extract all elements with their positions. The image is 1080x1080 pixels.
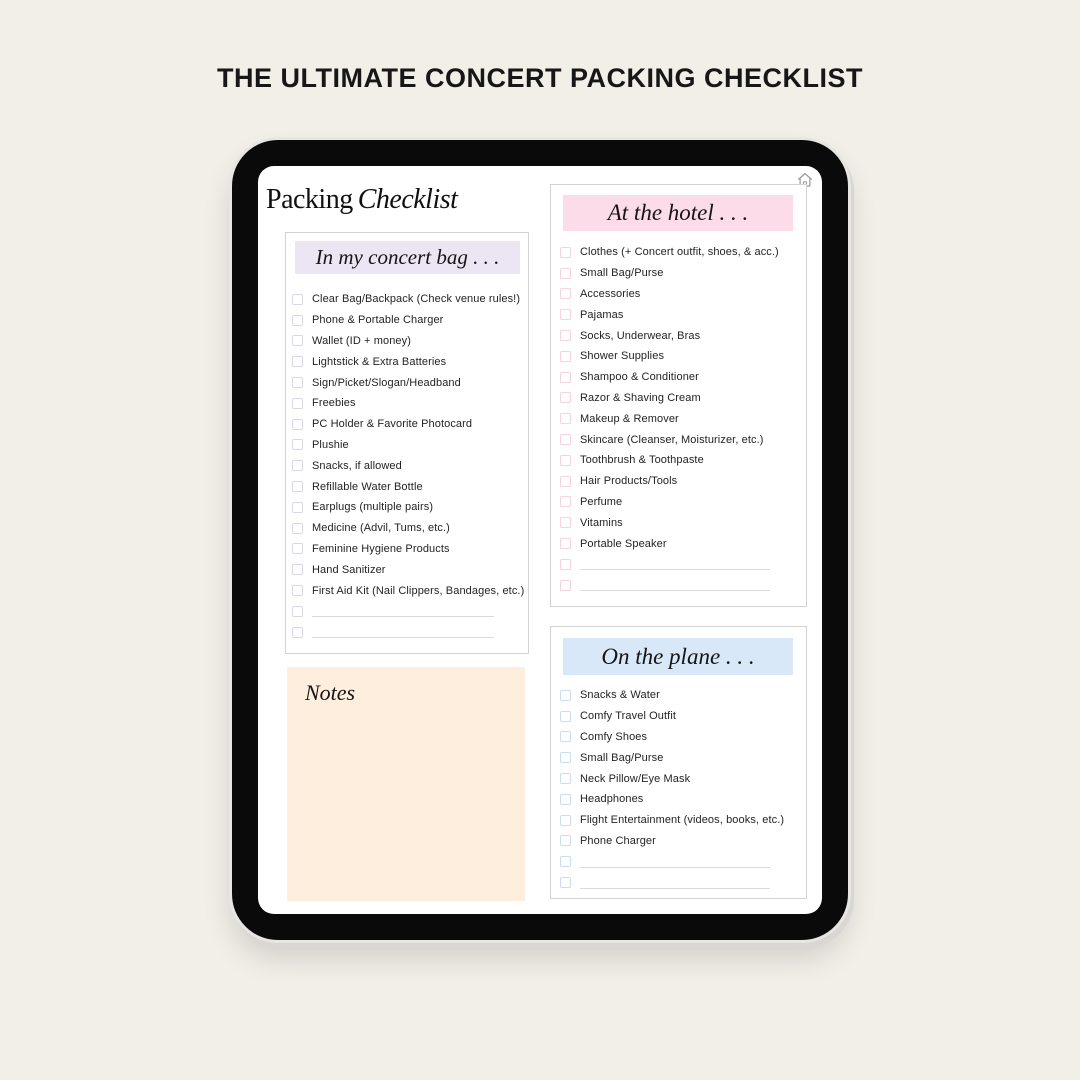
checklist-item [292, 393, 520, 414]
checklist-item-label: Shower Supplies [580, 350, 665, 363]
checklist-item-label: Snacks, if allowed [312, 459, 402, 472]
checkbox[interactable] [560, 711, 571, 722]
checklist-item [292, 601, 520, 622]
checklist-item [560, 533, 796, 554]
checkbox[interactable] [292, 481, 303, 492]
checklist-item-label: Comfy Shoes [580, 730, 648, 743]
checklist-item-label: Small Bag/Purse [580, 751, 664, 764]
checklist-item-label: Pajamas [580, 308, 624, 321]
section-plane [550, 626, 807, 899]
checkbox[interactable] [560, 517, 571, 528]
checkbox[interactable] [560, 413, 571, 424]
checklist-item-label: Wallet (ID + money) [312, 334, 411, 347]
checkbox[interactable] [292, 315, 303, 326]
checklist-item [560, 242, 796, 263]
concert-bag-list [286, 289, 528, 643]
checkbox[interactable] [560, 752, 571, 763]
checklist-item [560, 872, 796, 893]
checkbox[interactable] [560, 392, 571, 403]
checkbox[interactable] [292, 585, 303, 596]
checklist-item-label: Skincare (Cleanser, Moisturizer, etc.) [580, 433, 764, 446]
checklist-item-label: Flight Entertainment (videos, books, etc.) [580, 814, 785, 827]
checklist-item [292, 351, 520, 372]
checkbox[interactable] [292, 398, 303, 409]
checklist-item [560, 263, 796, 284]
checklist-item [292, 622, 520, 643]
checklist-item [560, 789, 796, 810]
checkbox[interactable] [292, 564, 303, 575]
checkbox[interactable] [292, 377, 303, 388]
section-notes[interactable] [287, 667, 525, 901]
checklist-item [560, 727, 796, 748]
checklist-item [292, 310, 520, 331]
checkbox[interactable] [292, 502, 303, 513]
checklist-item [292, 331, 520, 352]
checklist-item-label [580, 558, 770, 570]
checklist-item [560, 831, 796, 852]
checkbox[interactable] [560, 856, 571, 867]
hotel-list [551, 242, 806, 596]
checklist-item-label: Socks, Underwear, Bras [580, 329, 701, 342]
checklist-item [560, 747, 796, 768]
checklist-item-label: Razor & Shaving Cream [580, 391, 701, 404]
checklist-item-label: Vitamins [580, 516, 623, 529]
checklist-item-label: Makeup & Remover [580, 412, 679, 425]
checklist-item-label: Neck Pillow/Eye Mask [580, 772, 691, 785]
checklist-item-label: Headphones [580, 793, 644, 806]
checklist-item [560, 554, 796, 575]
checkbox[interactable] [560, 559, 571, 570]
checkbox[interactable] [560, 731, 571, 742]
checkbox[interactable] [292, 606, 303, 617]
checklist-item-label [312, 626, 494, 638]
checkbox[interactable] [292, 543, 303, 554]
checklist-item-label: Earplugs (multiple pairs) [312, 501, 434, 514]
page-title [266, 184, 457, 216]
checkbox[interactable] [560, 330, 571, 341]
checkbox[interactable] [292, 627, 303, 638]
checklist-item [560, 284, 796, 305]
checklist-item-label: Hand Sanitizer [312, 563, 386, 576]
checkbox[interactable] [560, 794, 571, 805]
checklist-item [292, 435, 520, 456]
checkbox[interactable] [560, 496, 571, 507]
checklist-item [560, 492, 796, 513]
checkbox[interactable] [292, 460, 303, 471]
checklist-item-label: Sign/Picket/Slogan/Headband [312, 376, 461, 389]
checklist-item [560, 706, 796, 727]
checklist-item-label: Clothes (+ Concert outfit, shoes, & acc.) [580, 246, 779, 259]
checklist-item [292, 518, 520, 539]
plane-list [551, 685, 806, 893]
checklist-item-label [580, 877, 770, 889]
checkbox[interactable] [560, 309, 571, 320]
checkbox[interactable] [560, 815, 571, 826]
checklist-item-label: Freebies [312, 397, 356, 410]
checklist-item [560, 408, 796, 429]
checkbox[interactable] [560, 835, 571, 846]
checkbox[interactable] [560, 247, 571, 258]
checklist-item-label: Small Bag/Purse [580, 267, 664, 280]
page-title-accent: Checklist [357, 184, 458, 215]
checklist-item-label: Comfy Travel Outfit [580, 710, 677, 723]
section-concert-bag-title: In my concert bag . . . [295, 241, 520, 274]
checklist-item [560, 851, 796, 872]
section-concert-bag [285, 232, 529, 654]
checklist-item [560, 325, 796, 346]
checklist-item-label: Medicine (Advil, Tums, etc.) [312, 522, 450, 535]
checklist-item [560, 512, 796, 533]
checklist-item [560, 346, 796, 367]
checklist-item-label [580, 579, 770, 591]
checklist-item-label: Perfume [580, 495, 623, 508]
checkbox[interactable] [560, 476, 571, 487]
checklist-item [292, 539, 520, 560]
checklist-item [292, 476, 520, 497]
checklist-item-label: Phone Charger [580, 834, 656, 847]
checkbox[interactable] [560, 773, 571, 784]
checklist-item-label: Shampoo & Conditioner [580, 371, 699, 384]
checkbox[interactable] [560, 434, 571, 445]
checklist-item-label: Toothbrush & Toothpaste [580, 454, 704, 467]
checklist-item-label: Refillable Water Bottle [312, 480, 423, 493]
checklist-item-label: Phone & Portable Charger [312, 314, 444, 327]
checklist-item-label [580, 856, 770, 868]
checkbox[interactable] [292, 439, 303, 450]
page-title-main: Packing [266, 184, 353, 215]
checkbox[interactable] [560, 268, 571, 279]
notes-title: Notes [305, 680, 356, 705]
checklist-item [560, 450, 796, 471]
checklist-item [292, 580, 525, 601]
checkbox[interactable] [560, 877, 571, 888]
checklist-item [292, 372, 520, 393]
section-hotel [550, 184, 807, 607]
tablet-screen [258, 166, 822, 914]
checklist-item [560, 429, 796, 450]
checklist-item-label: Accessories [580, 287, 641, 300]
tablet-frame [232, 140, 848, 940]
checkbox[interactable] [292, 523, 303, 534]
checklist-item [292, 497, 520, 518]
checkbox[interactable] [292, 294, 303, 305]
checklist-item [292, 414, 520, 435]
checklist-item [292, 559, 520, 580]
checklist-item [560, 471, 796, 492]
checklist-item [560, 304, 796, 325]
checklist-item-label: Lightstick & Extra Batteries [312, 355, 447, 368]
checklist-item-label: Plushie [312, 438, 349, 451]
checklist-item-label: Feminine Hygiene Products [312, 542, 450, 555]
checklist-item-label: PC Holder & Favorite Photocard [312, 418, 473, 431]
checklist-item-label [312, 605, 494, 617]
checklist-item-label: Snacks & Water [580, 689, 660, 702]
checkbox[interactable] [560, 351, 571, 362]
checklist-item [560, 575, 796, 596]
section-hotel-title: At the hotel . . . [563, 195, 793, 231]
checkbox[interactable] [560, 538, 571, 549]
checkbox[interactable] [560, 580, 571, 591]
checklist-item [560, 367, 796, 388]
checklist-item [560, 768, 796, 789]
checklist-item-label: Clear Bag/Backpack (Check venue rules!) [312, 293, 521, 306]
checklist-item-label: First Aid Kit (Nail Clippers, Bandages, etc.) [312, 584, 525, 597]
checklist-item [292, 289, 520, 310]
checkbox[interactable] [560, 690, 571, 701]
checklist-item [560, 685, 796, 706]
checkbox[interactable] [560, 455, 571, 466]
section-plane-title: On the plane . . . [563, 638, 793, 675]
checklist-item [560, 388, 796, 409]
checkbox[interactable] [292, 335, 303, 346]
checkbox[interactable] [292, 419, 303, 430]
poster-title: THE ULTIMATE CONCERT PACKING CHECKLIST [217, 63, 863, 93]
checkbox[interactable] [292, 356, 303, 367]
checklist-item [292, 455, 520, 476]
checkbox[interactable] [560, 372, 571, 383]
checklist-item-label: Portable Speaker [580, 537, 667, 550]
checklist-item-label: Hair Products/Tools [580, 475, 678, 488]
checkbox[interactable] [560, 288, 571, 299]
checklist-item [560, 810, 796, 831]
